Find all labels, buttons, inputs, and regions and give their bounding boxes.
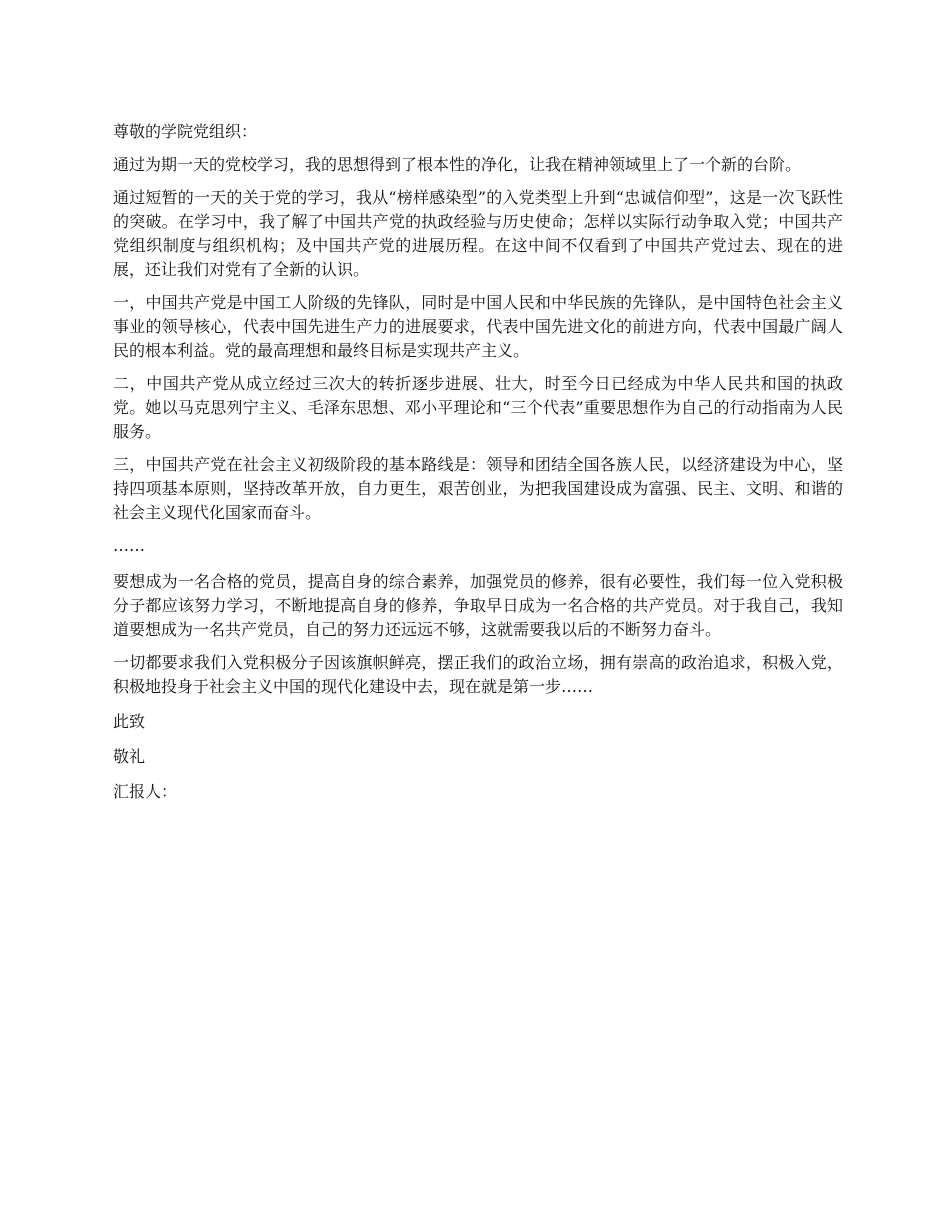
paragraph-point-two: 二，中国共产党从成立经过三次大的转折逐步进展、壮大，时至今日已经成为中华人民共和国的执政党。她以马克思列宁主义、毛泽东思想、邓小平理论和“三个代表”重要思想作为自己的行动指南为人民服务。 [113,374,843,441]
ellipsis: …… [113,536,145,555]
signature: 汇报人： [113,782,178,801]
paragraph-qualified-member: 要想成为一名合格的党员，提高自身的综合素养，加强党员的修养，很有必要性，我们每一位入党积极分子都应该努力学习，不断地提高自身的修养，争取早日成为一名合格的共产党员。对于我自己，我知道要想成为一名共产党员，自己的努力还远远不够，这就需要我以后的不断努力奋斗。 [113,572,843,639]
paragraph-study: 通过短暂的一天的关于党的学习，我从“榜样感染型”的入党类型上升到“忠诚信仰型”，这是一次飞跃性的突破。在学习中，我了解了中国共产党的执政经验与历史使命；怎样以实际行动争取入党；中国共产党组织制度与组织机构；及中国共产党的进展历程。在这中间不仅看到了中国共产党过去、现在的进展，还让我们对党有了全新的认识。 [113,188,843,279]
paragraph-point-one: 一，中国共产党是中国工人阶级的先锋队，同时是中国人民和中华民族的先锋队，是中国特色社会主义事业的领导核心，代表中国先进生产力的进展要求，代表中国先进文化的前进方向，代表中国最广阔人民的根本利益。党的最高理想和最终目标是实现共产主义。 [113,293,843,360]
salutation: 尊敬的学院党组织： [113,122,258,141]
closing-jing-li: 敬礼 [113,747,146,766]
paragraph-conclusion: 一切都要求我们入党积极分子因该旗帜鲜亮，摆正我们的政治立场，拥有崇高的政治追求，积极入党，积极地投身于社会主义中国的现代化建设中去，现在就是第一步…… [113,653,843,696]
letter-body [113,120,843,813]
paragraph-point-three: 三，中国共产党在社会主义初级阶段的基本路线是：领导和团结全国各族人民，以经济建设为中心，坚持四项基本原则，坚持改革开放，自力更生，艰苦创业，为把我国建设成为富强、民主、文明、和谐的社会主义现代化国家而奋斗。 [113,455,843,522]
paragraph-intro: 通过为期一天的党校学习，我的思想得到了根本性的净化，让我在精神领域里上了一个新的台阶。 [113,155,802,174]
closing-ci-zhi: 此致 [113,712,146,731]
